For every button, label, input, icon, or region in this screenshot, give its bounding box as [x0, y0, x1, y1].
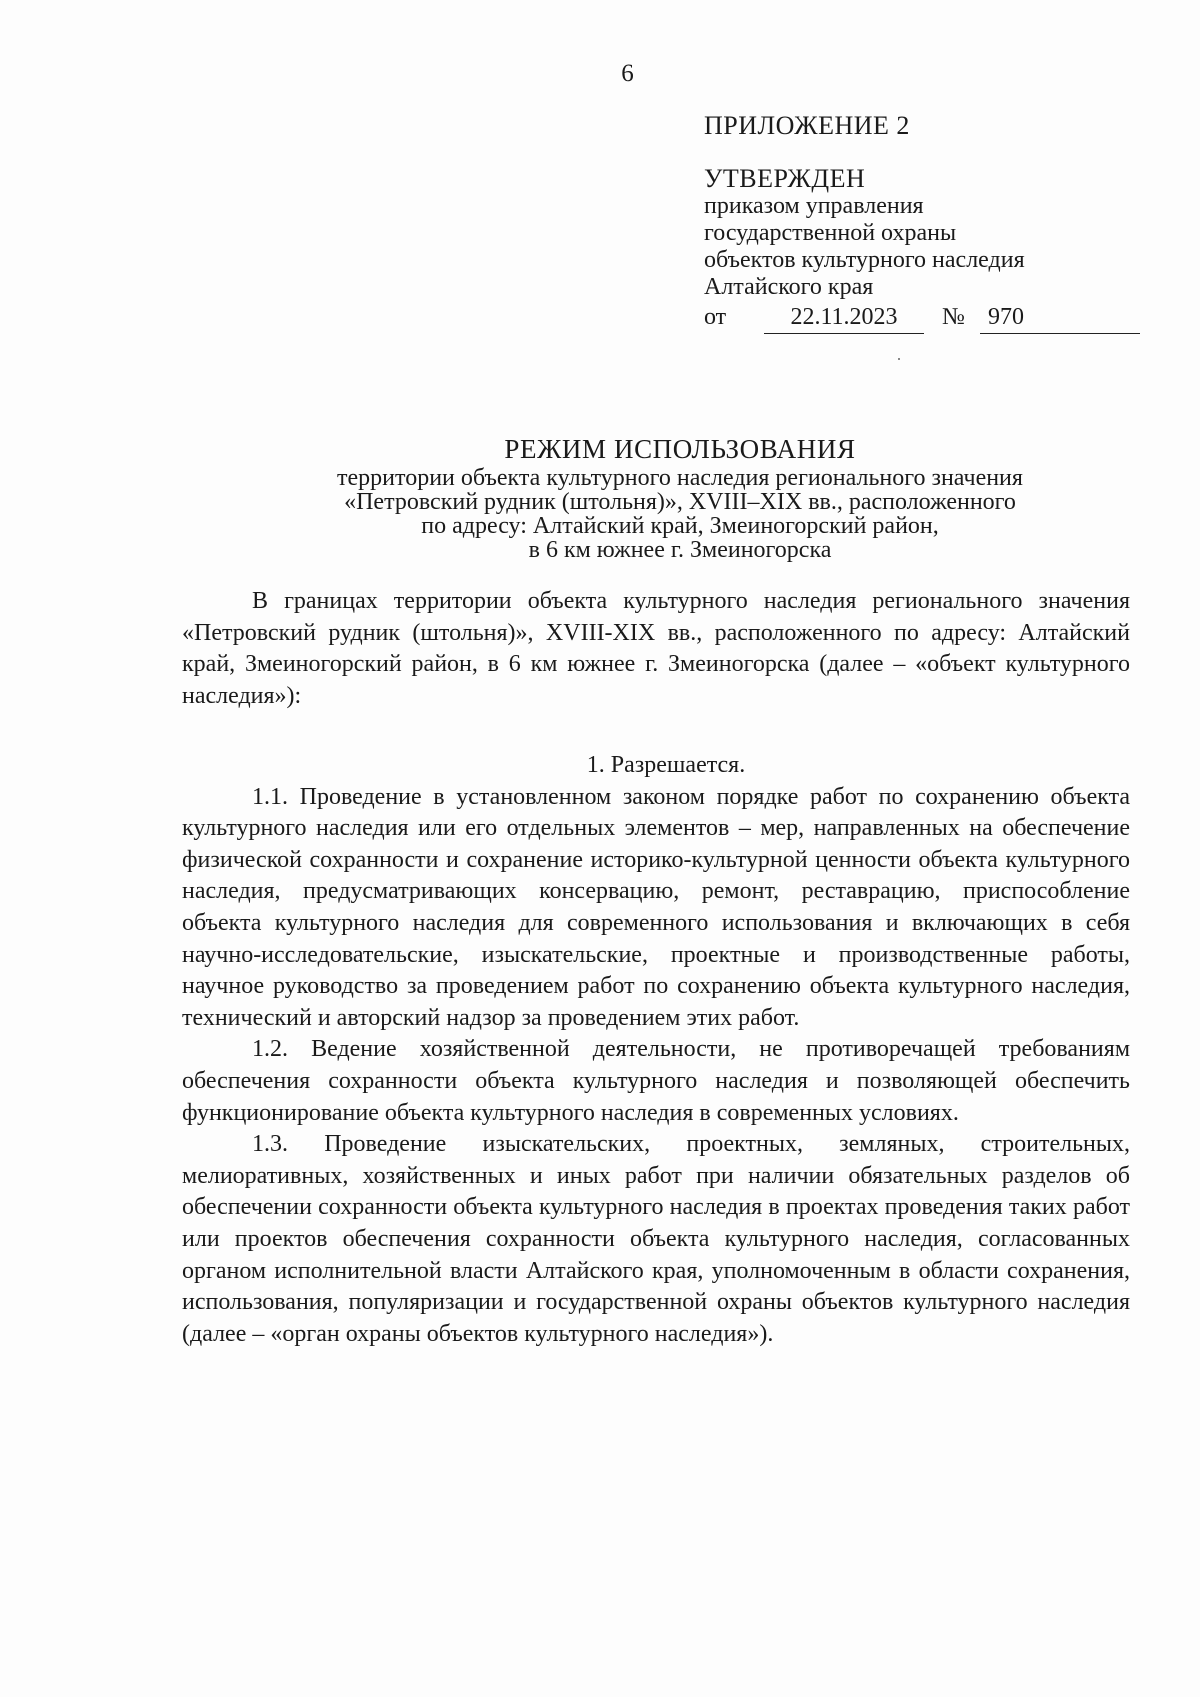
title-line: «Петровский рудник (штольня)», XVIII–XIX вв., расположенного: [344, 489, 1016, 515]
from-label: от: [704, 304, 727, 330]
approval-line: объектов культурного наследия: [704, 247, 1025, 273]
approval-line: государственной охраны: [704, 220, 957, 246]
title-line: территории объекта культурного наследия регионального значения: [337, 465, 1023, 491]
section-1: [182, 750, 1130, 1350]
order-number: 970: [980, 304, 1140, 334]
appendix-label: ПРИЛОЖЕНИЕ 2: [704, 111, 910, 140]
intro-paragraph-block: [182, 586, 1130, 712]
approval-line: Алтайского края: [704, 274, 874, 300]
number-sign: №: [942, 304, 965, 330]
intro-paragraph: В границах территории объекта культурного наследия регионального значения «Петровский рудник (штольня)», XVIII-XIX вв., расположенного по адресу: Алтайский край, Змеиногорский район, в 6 км южнее г. Змеиногорска (далее – «объект культурного наследия»):: [182, 588, 1130, 709]
section-item: 1.1. Проведение в установленном законом порядке работ по сохранению объекта культурного наследия или его отдельных элементов – мер, направленных на обеспечение физической сохранности и сохранение историко-культурной ценности объекта культурного наследия, предусматривающих консервацию, ремонт, реставрацию, приспособление объекта культурного наследия для современного использования и включающих в себя научно-исследовательские, изыскательские, проектные и производственные работы, научное руководство за проведением работ по сохранению объекта культурного наследия, технический и авторский надзор за проведением этих работ.: [182, 783, 1130, 1031]
approval-stamp-block: [704, 112, 1144, 338]
order-date: 22.11.2023: [764, 304, 924, 334]
page-number: 6: [621, 60, 634, 87]
order-date-number-row: [704, 304, 1144, 338]
scan-speck: [898, 358, 900, 360]
approved-label: УТВЕРЖДЕН: [704, 164, 866, 193]
title-line: в 6 км южнее г. Змеиногорска: [528, 537, 832, 563]
approval-line: приказом управления: [704, 193, 924, 219]
section-item: 1.3. Проведение изыскательских, проектных, земляных, строительных, мелиоративных, хозяйственных и иных работ при наличии обязательных разделов об обеспечении сохранности объекта культурного наследия в проектах проведения таких работ или проектов обеспечения сохранности объекта культурного наследия, согласованных органом исполнительной власти Алтайского края, уполномоченным в области сохранения, использования, популяризации и государственной охраны объектов культурного наследия (далее – «орган охраны объектов культурного наследия»).: [182, 1131, 1130, 1347]
title-line: по адресу: Алтайский край, Змеиногорский район,: [421, 513, 939, 539]
document-title-block: [180, 434, 1180, 562]
section-item: 1.2. Ведение хозяйственной деятельности, не противоречащей требованиям обеспечения сохранности объекта культурного наследия и позволяющей обеспечить функционирование объекта культурного наследия в современных условиях.: [182, 1036, 1130, 1126]
section-heading: 1. Разрешается.: [586, 752, 746, 778]
document-title: РЕЖИМ ИСПОЛЬЗОВАНИЯ: [504, 434, 856, 464]
